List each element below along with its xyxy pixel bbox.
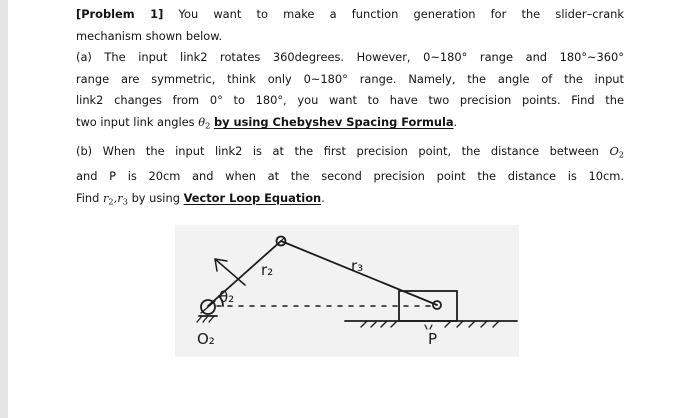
part-b-line-3-mid: by using (131, 190, 180, 205)
vector-loop-method: Vector Loop Equation (183, 190, 322, 205)
label-r3: r₃ (351, 257, 364, 275)
problem-text (76, 4, 624, 213)
part-a-line-2: mechanism shown below. (76, 28, 223, 43)
problem-number: [Problem 1] (76, 7, 164, 21)
part-a-line-6: two input link angles $\theta_2$ by using Chebyshev Spacing Formula. (76, 114, 458, 131)
part-a-line-4: range are symmetric, think only 0~180° range. Namely, the angle of the input (76, 71, 624, 86)
mechanism-figure (175, 225, 519, 357)
theta-2-symbol: $\theta_2$ (198, 114, 211, 131)
r2-arrow-stem (215, 259, 245, 285)
part-b-line-1 (76, 141, 624, 166)
r2-r3-symbols: $r_2,r_3$ (102, 190, 128, 207)
chebyshev-method: by using Chebyshev Spacing Formula (213, 114, 454, 129)
part-b-line-2: and P is 20cm and when at the second precision point the distance is 10cm. (76, 169, 624, 184)
label-p: P (428, 330, 438, 348)
label-theta2: θ₂ (219, 288, 235, 306)
part-a-line-5: link2 changes from 0° to 180°, you want to have two precision points. Find the (76, 93, 624, 108)
label-r2: r₂ (261, 261, 274, 279)
o2-symbol: $O_2$ (609, 144, 624, 160)
label-o2: O₂ (197, 330, 215, 348)
part-b-line-3: Find $r_2,r_3$ by using Vector Loop Equation. (76, 190, 325, 207)
part-a-line-1-text: You want to make a function generation for the slider–crank (178, 7, 625, 21)
part-a-line-6-text: two input link angles (76, 114, 195, 129)
part-b-line-1-text: (b) When the input link2 is at the first precision point, the distance between (76, 144, 599, 159)
left-margin-bar (0, 0, 8, 418)
part-b-line-3-find: Find (76, 190, 100, 205)
part-a-line-1 (76, 4, 624, 26)
part-a-line-3: (a) The input link2 rotates 360degrees. However, 0~180° range and 180°~360° (76, 50, 624, 65)
slider-crank-sketch (175, 225, 519, 357)
